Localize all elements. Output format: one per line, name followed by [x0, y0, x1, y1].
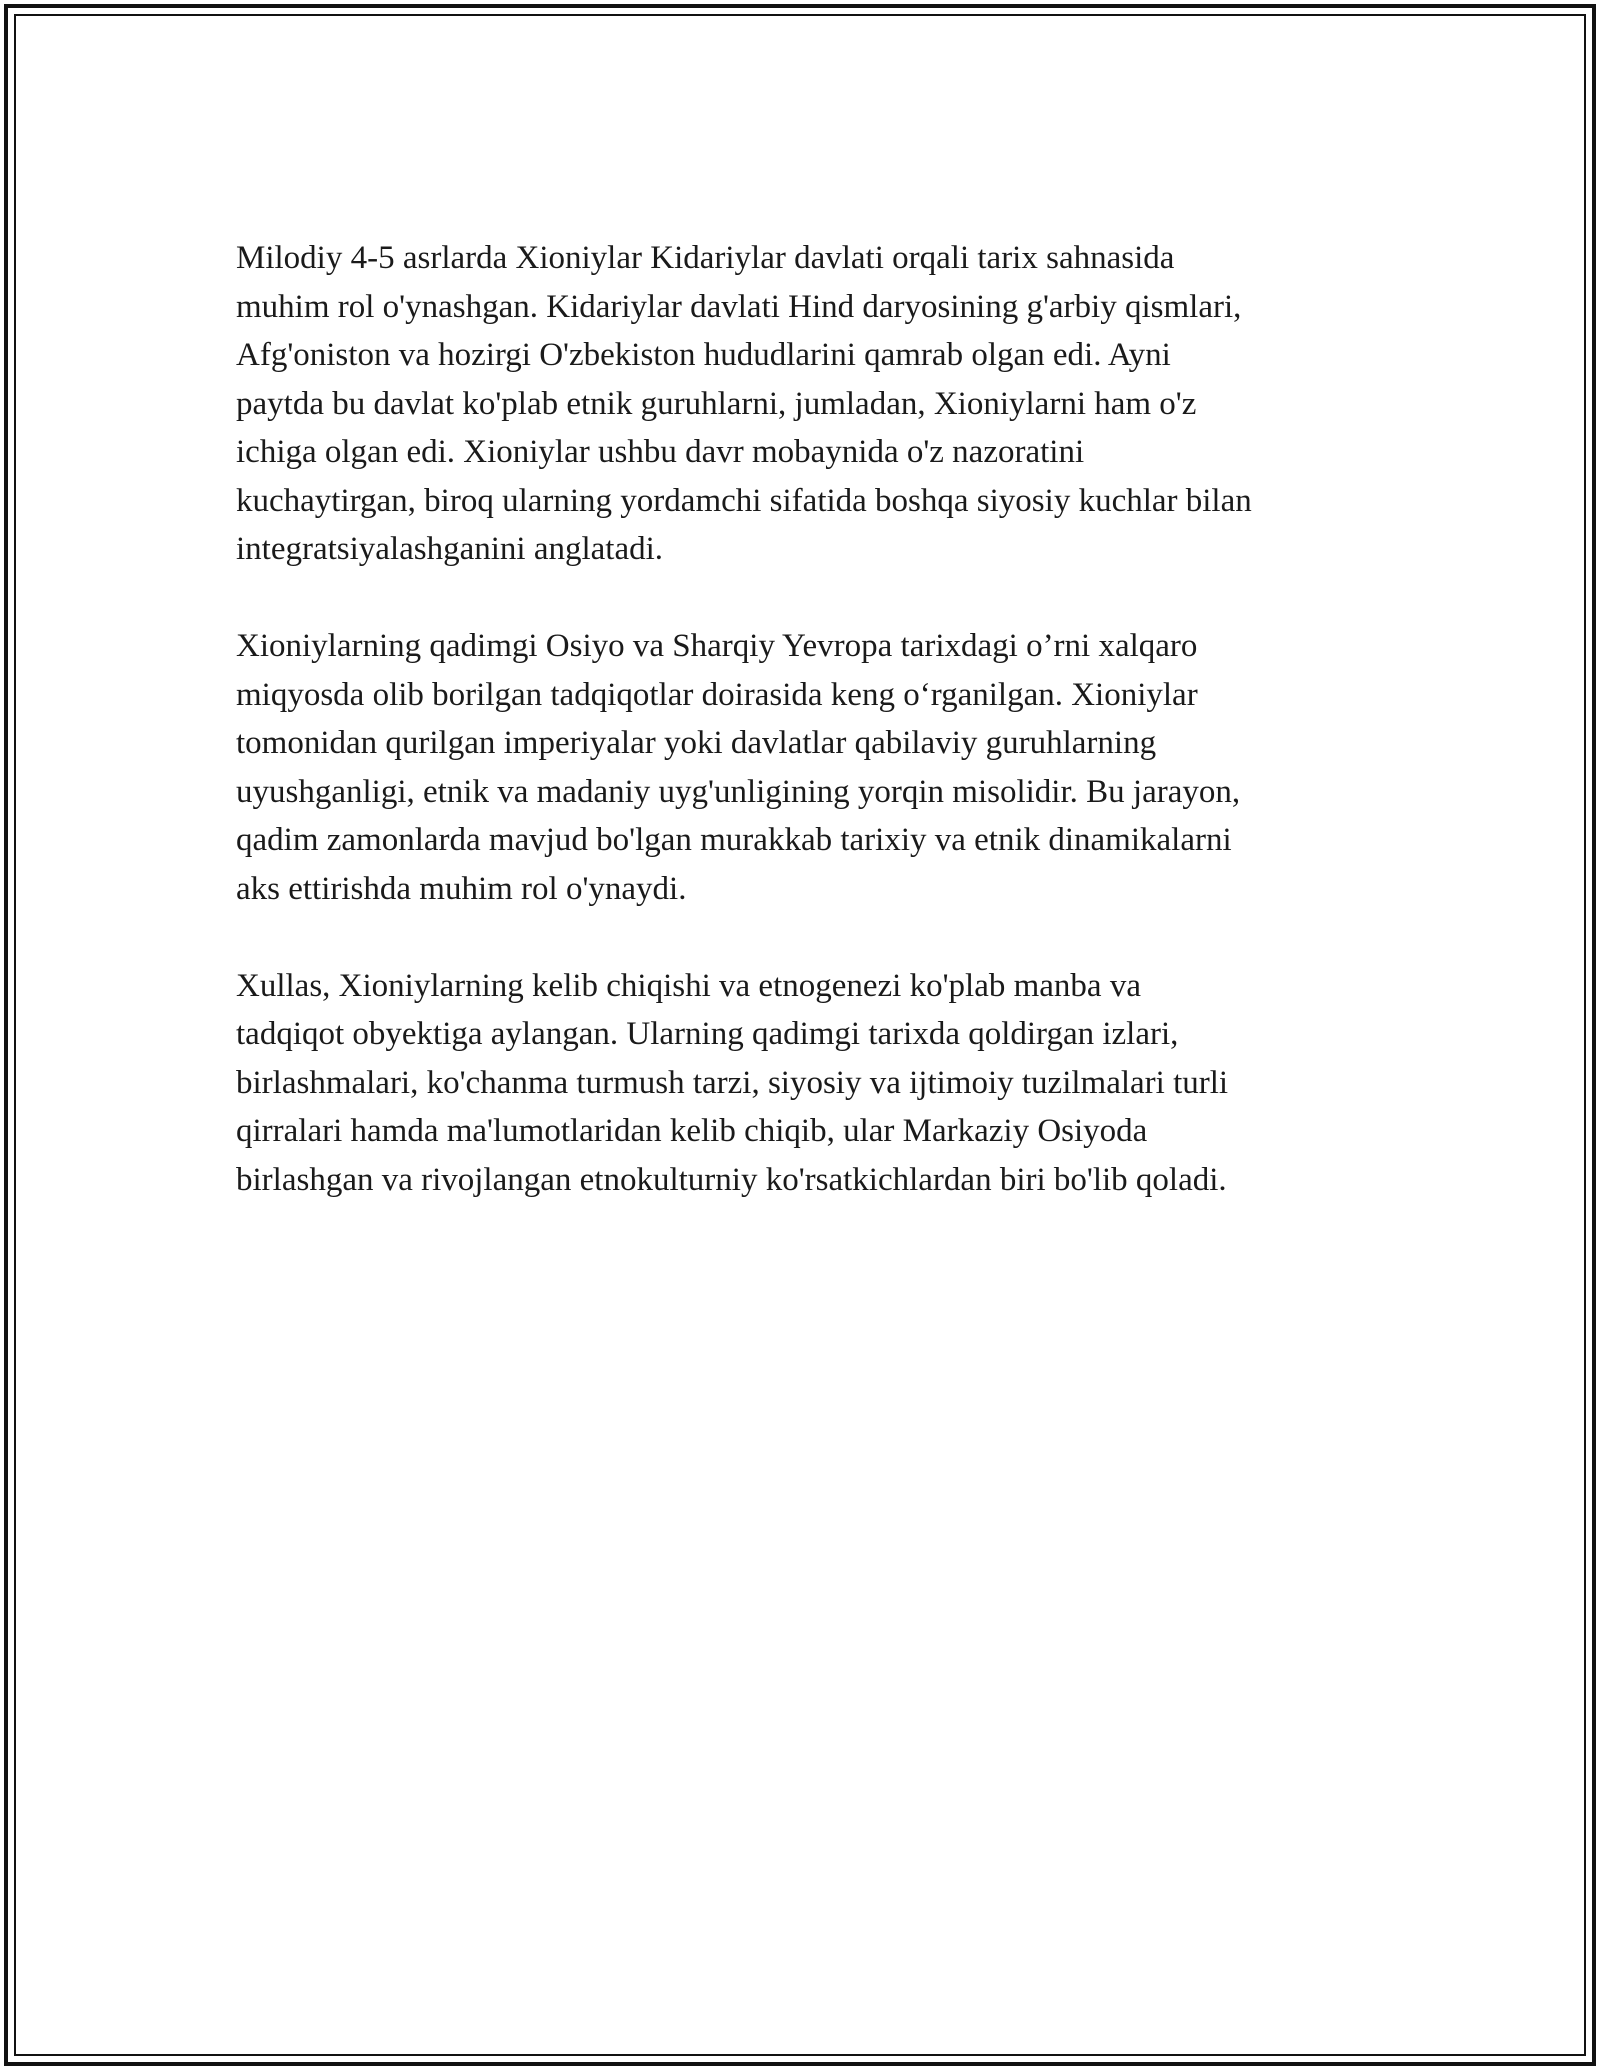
paragraph-kidariylar: Milodiy 4-5 asrlarda Xioniylar Kidariylar davlati orqali tarix sahnasida muhim rol o'ynashgan. Kidariylar davlati Hind daryosining g'arbiy qismlari, Afg'oniston va hozirgi O'zbekiston hududlarini qamrab olgan edi. Ayni paytda bu davlat ko'plab etnik guruhlarni, jumladan, Xioniylarni ham o'z ichiga olgan edi. Xioniylar ushbu davr mobaynida o'z nazoratini kuchaytirgan, biroq ularning yordamchi sifatida boshqa siyosiy kuchlar bilan integratsiyalashganini anglatadi.	[236, 240, 1252, 567]
document-body	[236, 234, 1366, 1253]
paragraph-conclusion: Xullas, Xioniylarning kelib chiqishi va etnogenezi ko'plab manba va tadqiqot obyektiga aylangan. Ularning qadimgi tarixda qoldirgan izlari, birlashmalari, ko'chanma turmush tarzi, siyosiy va ijtimoiy tuzilmalari turli qirralari hamda ma'lumotlaridan kelib chiqib, ular Markaziy Osiyoda birlashgan va rivojlangan etnokulturniy ko'rsatkichlardan biri bo'lib qoladi.	[236, 967, 1229, 1198]
paragraph-research: Xioniylarning qadimgi Osiyo va Sharqiy Yevropa tarixdagi o’rni xalqaro miqyosda olib borilgan tadqiqotlar doirasida keng o‘rganilgan. Xioniylar tomonidan qurilgan imperiyalar yoki davlatlar qabilaviy guruhlarning uyushganligi, etnik va madaniy uyg'unligining yorqin misolidir. Bu jarayon, qadim zamonlarda mavjud bo'lgan murakkab tarixiy va etnik dinamikalarni aks ettirishda muhim rol o'ynaydi.	[236, 628, 1241, 907]
